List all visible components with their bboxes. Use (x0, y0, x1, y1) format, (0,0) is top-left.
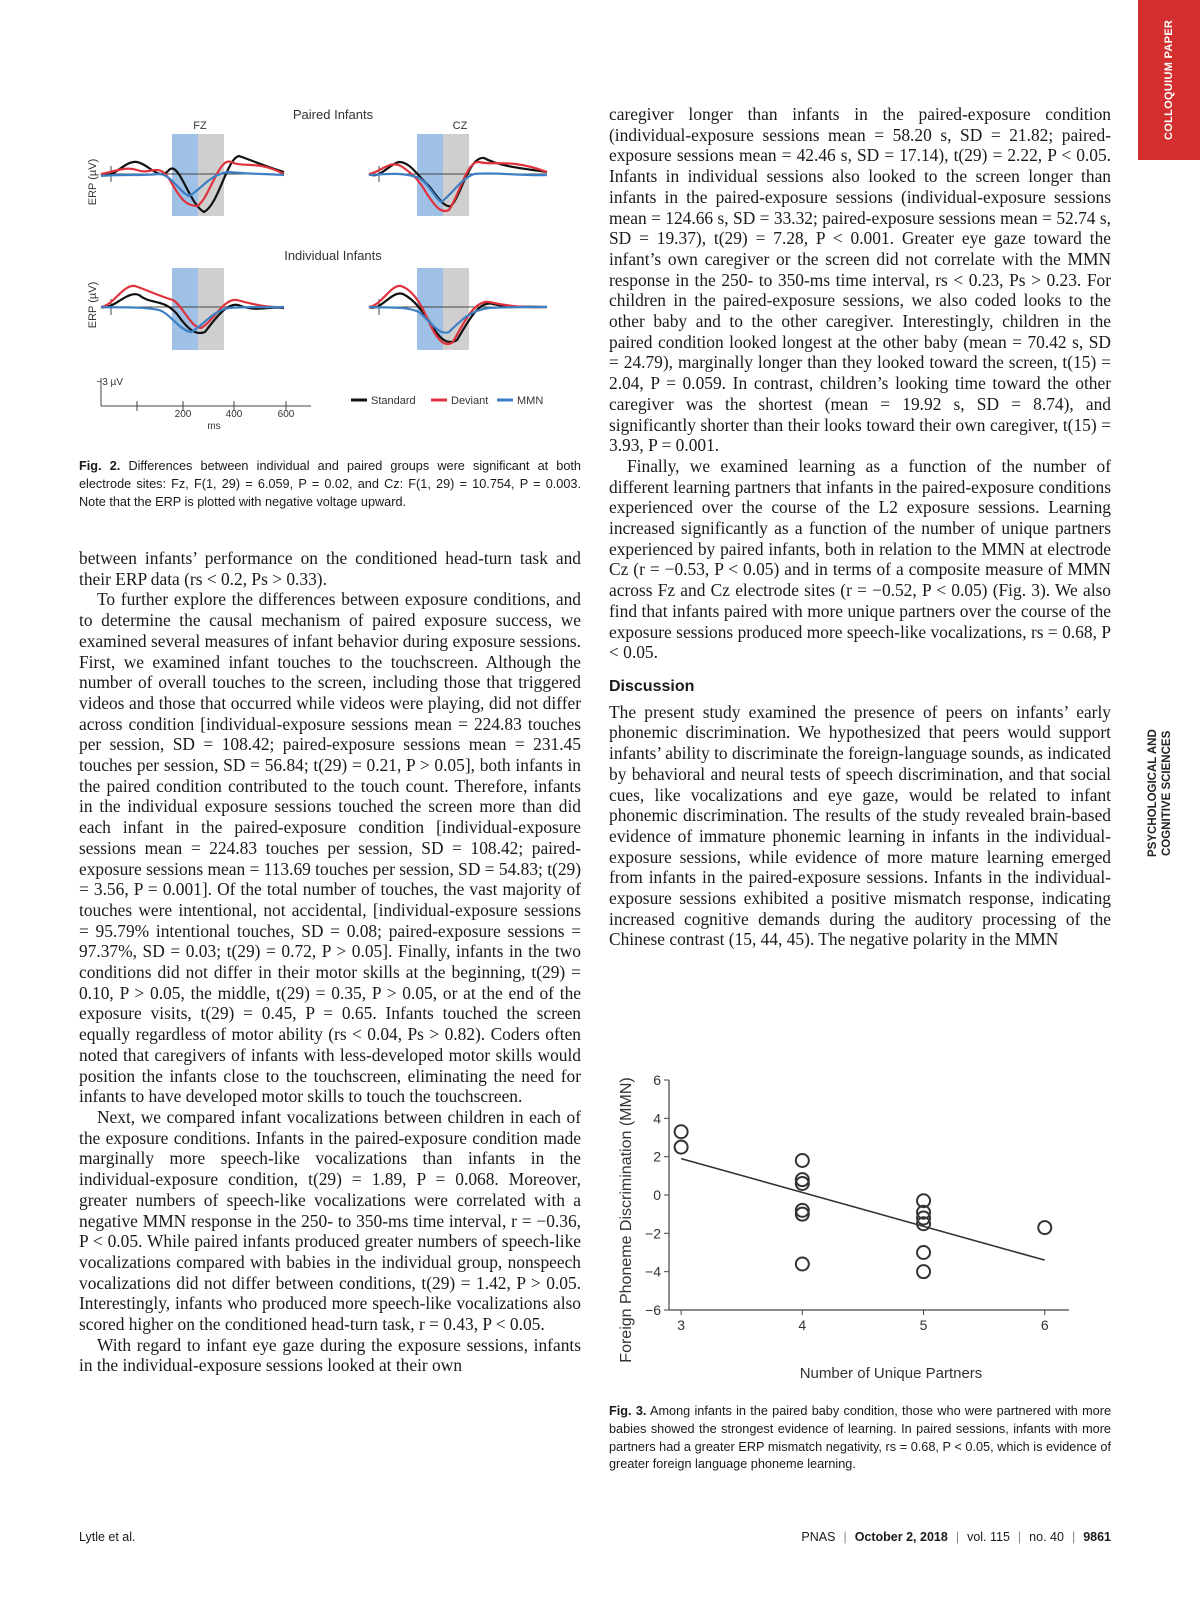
footer-volume: vol. 115 (967, 1530, 1010, 1544)
fig3-xlabel: Number of Unique Partners (799, 1365, 983, 1382)
fig3-data-point (675, 1125, 688, 1138)
panel-paired-fz (101, 134, 284, 216)
right-paragraph-1: caregiver longer than infants in the paired-exposure condition (individual-exposure sessions mean = 58.20 s, SD = 21.82; paired-exposure sessions mean = 42.46 s, SD = 17.14), t(29) = 2.22, P < 0.05. Infants in individual sessions also looked to the screen longer than infants in the paired-exposure sessions (individual-exposure sessions mean = 124.66 s, SD = 33.32; paired-exposure sessions mean = 52.74 s, SD = 19.37), t(29) = 7.28, P < 0.001. Greater eye gaze toward the infant’s own caregiver or the screen did not correlate with the MMN response in the 250- to 350-ms time interval, rs < 0.23, Ps > 0.23. For children in the paired-exposure sessions, we also coded looks to the other baby and to the other caregiver. Interestingly, children in the paired condition looked longest at the other baby (mean = 70.42 s, SD = 24.79), marginally longer than they looked toward the screen, t(15) = 2.04, P = 0.059. In contrast, children’s looking time toward the other caregiver was the shortest (mean = 19.92 s, SD = 8.74), and significantly shorter than their looks toward their own caregiver, t(15) = 3.93, P = 0.001. (609, 104, 1111, 456)
fig2-electrode-cz: CZ (452, 120, 468, 132)
fig3-xtick-label: 6 (1040, 1317, 1049, 1333)
discussion-heading: Discussion (609, 677, 695, 695)
footer-journal: PNAS (801, 1530, 836, 1544)
fig3-caption-label: Fig. 3. (609, 1404, 647, 1418)
footer-journal-info: PNAS | October 2, 2018 | vol. 115 | no. 40 | 9861 (801, 1530, 1111, 1544)
left-paragraph-3: Next, we compared infant vocalizations between children in each of the exposure conditions. Infants in the paired-exposure condition made marginally more speech-like vocalizations than infants in the individual-exposure condition, t(29) = 1.89, P = 0.068. Moreover, greater numbers of speech-like vocalizations were correlated with a negative MMN response in the 250- to 350-ms time interval, r = −0.36, P < 0.05. While paired infants produced greater numbers of speech-like vocalizations compared with babies in the individual group, nonspeech vocalizations did not differ between conditions, t(29) = 1.42, P > 0.05. Interestingly, infants who produced more speech-like vocalizations also scored higher on the conditioned head-turn task, r = 0.43, P < 0.05. (79, 1106, 581, 1335)
fig3-scatter-chart (609, 1072, 1111, 1390)
fig2-ylabel-top: ERP (µV) (87, 158, 99, 206)
fig3-ytick-label: −4 (645, 1263, 661, 1280)
fig2-scale-label: −3 µV (96, 377, 123, 388)
fig3-ytick-label: −6 (645, 1302, 661, 1318)
fig2-xtick-400: 400 (225, 409, 243, 420)
fig2-legend (351, 395, 543, 407)
fig3-data-point (796, 1154, 809, 1167)
fig2-xtick-200: 200 (174, 409, 192, 420)
fig2-xunit: ms (207, 421, 221, 432)
legend-standard: Standard (371, 395, 416, 407)
fig2-erp-figure (79, 100, 579, 445)
fig2-caption (79, 458, 581, 511)
fig2-xtick-600: 600 (277, 409, 295, 420)
fig3-caption (609, 1403, 1111, 1474)
fig3-fit-line (681, 1159, 1045, 1261)
right-paragraph-3: The present study examined the presence of peers on infants’ early phonemic discrimination. We hypothesized that peers would support infants’ ability to discriminate the foreign-language sounds, as indicated by behavioral and neural tests of speech discrimination, and that social cues, like vocalizations and eye gaze, would be related to infant phonemic discrimination. The results of the study revealed brain-based evidence of immature phonemic learning in infants in the individual-exposure sessions, while evidence of more mature learning emerged from infants in the paired-exposure sessions. Infants in the individual-exposure sessions exhibited a positive mismatch response, indicating increased cognitive demands during the auditory processing of the Chinese contrast (15, 44, 45). The negative polarity in the MMN (609, 701, 1111, 950)
footer-date: October 2, 2018 (854, 1530, 948, 1544)
footer-issue: no. 40 (1029, 1530, 1064, 1544)
footer-authors: Lytle et al. (79, 1530, 136, 1544)
legend-deviant: Deviant (451, 395, 489, 407)
panel-individual-fz (101, 268, 284, 350)
fig3-data-point (917, 1246, 930, 1259)
fig3-ytick-label: 4 (653, 1110, 661, 1127)
fig3-data-point (675, 1141, 688, 1154)
fig3-ytick-label: 6 (653, 1072, 661, 1088)
fig3-ytick-label: 0 (653, 1187, 661, 1203)
fig3-xtick-label: 3 (677, 1317, 686, 1333)
fig3-ylabel: Foreign Phoneme Discrimination (MMN) (618, 1077, 635, 1363)
fig2-electrode-fz: FZ (193, 120, 207, 132)
fig3-ytick-label: −2 (645, 1225, 661, 1242)
legend-mmn: MMN (517, 395, 544, 407)
fig2-caption-text: Differences between individual and paired groups were significant at both electrode sites: Fz, F(1, 29) = 6.059, P = 0.02, and Cz: F(1, 29) = 10.754, P = 0.003. Note that the ERP is plotted with negative voltage upward. (79, 459, 581, 509)
fig2-title-paired: Paired Infants (292, 107, 374, 122)
left-paragraph-4: With regard to infant eye gaze during the exposure sessions, infants in the individual-exposure sessions looked at their own (79, 1334, 581, 1376)
right-column (609, 104, 1111, 950)
footer-page: 9861 (1083, 1530, 1111, 1544)
fig2-ylabel-bottom: ERP (µV) (87, 281, 99, 329)
fig3-data-point (796, 1258, 809, 1271)
fig3-ytick-label: 2 (653, 1148, 661, 1165)
fig3-xtick-label: 4 (798, 1317, 807, 1333)
left-paragraph-2: To further explore the differences between exposure conditions, and to determine the causal mechanism of paired exposure success, we examined several measures of infant behavior during exposure sessions. First, we examined infant touches to the touchscreen. Although the number of overall touches to the screen, including those that triggered videos and those that occurred while videos were playing, did not differ across condition [individual-exposure sessions mean = 224.83 touches per session, SD = 108.42; paired-exposure sessions mean = 231.45 touches per session, SD = 56.84; t(29) = 0.21, P > 0.05], both infants in the paired condition contributed to the touch count. Therefore, infants in the individual exposure sessions touched the screen more than did each infant in the paired-exposure condition [individual-exposure sessions mean = 224.83 touches per session, SD = 108.42; paired-exposure sessions mean = 113.69 touches per session, SD = 54.83; t(29) = 3.56, P = 0.001]. Of the total number of touches, the vast majority of touches were intentional, not accidental, [individual-exposure sessions = 95.79% intentional touches, SD = 0.08; paired-exposure sessions = 97.37%, SD = 0.03; t(29) = 0.72, P > 0.05]. Finally, infants in the two conditions did not differ in their motor skills at the beginning, t(29) = 0.10, P > 0.05, the middle, t(29) = 0.35, P > 0.05, or at the end of the exposure visits, t(29) = 0.45, P = 0.65. Infants touched the screen equally regardless of motor ability (rs < 0.04, Ps > 0.82). Coders often noted that caregivers of infants with less-developed motor skills would position the infants close to the touchscreen, eliminating the need for infants to have developed motor skills to touch the touchscreen. (79, 589, 581, 1107)
fig2-title-individual: Individual Infants (284, 248, 382, 263)
fig3-data-point (917, 1265, 930, 1278)
fig3-caption-text: Among infants in the paired baby condition, those who were partnered with more babies showed the strongest evidence of learning. In paired sessions, infants with more partners had a greater ERP mismatch negativity, rs = 0.68, P < 0.05, which is evidence of greater foreign language phoneme learning. (609, 1404, 1111, 1472)
left-column (79, 548, 581, 1376)
fig2-scale-axis (96, 377, 311, 432)
fig3-data-point (1038, 1221, 1051, 1234)
fig3-xtick-label: 5 (919, 1317, 928, 1333)
left-paragraph-1: between infants’ performance on the conditioned head-turn task and their ERP data (rs < 0.2, Ps > 0.33). (79, 548, 581, 589)
section-label: PSYCHOLOGICAL AND COGNITIVE SCIENCES (1147, 729, 1173, 857)
right-paragraph-2: Finally, we examined learning as a function of the number of different learning partners that infants in the paired-exposure conditions experienced over the course of the L2 exposure sessions. Learning increased significantly as a function of the number of unique partners experienced by paired infants, both in relation to the MMN at electrode Cz (r = −0.53, P < 0.05) and in terms of a composite measure of MMN across Fz and Cz electrode sites (r = −0.52, P < 0.05) (Fig. 3). We also find that infants paired with more unique partners over the course of the exposure sessions produced more speech-like vocalizations, rs = 0.68, P < 0.05. (609, 455, 1111, 663)
colloquium-paper-tab: COLLOQUIUM PAPER (1138, 0, 1200, 160)
fig2-caption-label: Fig. 2. (79, 459, 121, 473)
panel-paired-cz (369, 134, 547, 216)
panel-individual-cz (369, 268, 547, 350)
